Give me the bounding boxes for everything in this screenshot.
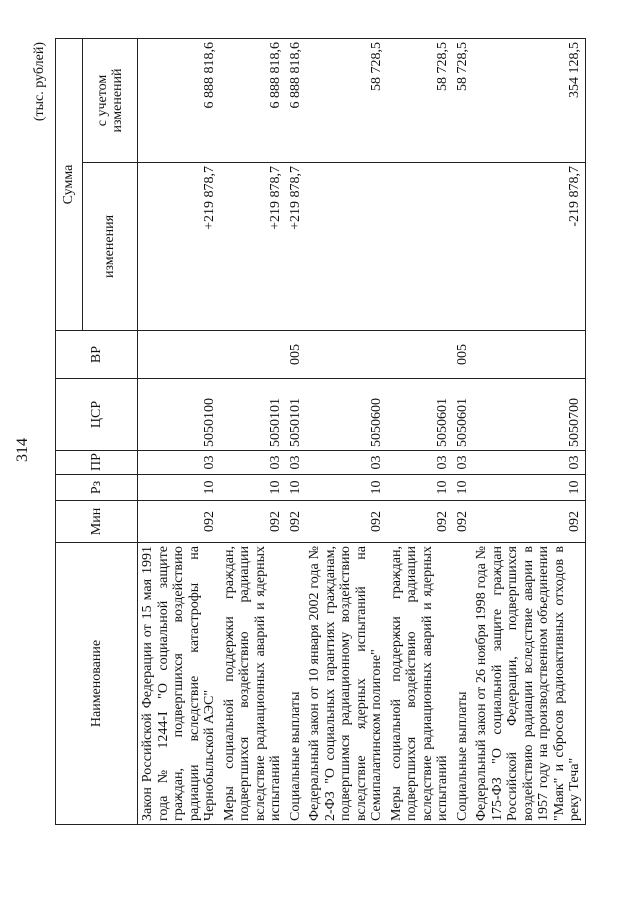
row-total: 58 728,5 [387,39,453,163]
row-name: Социальные выплаты [453,543,473,825]
row-pr: 03 [453,451,473,475]
row-name: Меры социальной поддержки граждан, подвергшихся воздействию радиации вследствие радиационных аварий и ядерных испытаний [387,543,453,825]
row-pr: 03 [387,451,453,475]
header-pr: ПР [56,451,138,475]
row-change [305,163,387,331]
row-rz: 10 [220,475,286,501]
budget-table [55,38,586,825]
table-row [453,39,473,825]
row-pr: 03 [138,451,220,475]
row-rz: 10 [138,475,220,501]
row-vr [472,331,585,379]
row-name: Федеральный закон от 10 января 2002 года № 2-ФЗ "О социальных гарантиях гражданам, подвергшимся радиационному воздействию вследствие ядерных испытаний на Семипалатинском полигоне" [305,543,387,825]
row-vr: 005 [286,331,306,379]
row-min: 092 [305,501,387,543]
row-rz: 10 [453,475,473,501]
header-vr: ВР [56,331,138,379]
row-pr: 03 [286,451,306,475]
header-rz: Рз [56,475,138,501]
row-vr: 005 [453,331,473,379]
row-vr [305,331,387,379]
table-row [138,39,220,825]
row-total: 6 888 818,6 [286,39,306,163]
table-row [472,39,585,825]
row-rz: 10 [286,475,306,501]
row-vr [138,331,220,379]
header-with-changes: с учетом изменений [83,39,138,163]
row-min: 092 [472,501,585,543]
header-min: Мин [56,501,138,543]
row-change: +219 878,7 [220,163,286,331]
header-name: Наименование [56,543,138,825]
row-total: 58 728,5 [305,39,387,163]
row-pr: 03 [220,451,286,475]
row-total: 6 888 818,6 [220,39,286,163]
table-row [286,39,306,825]
row-csr: 5050100 [138,379,220,451]
page-number: 314 [14,438,31,462]
row-rz: 10 [472,475,585,501]
row-csr: 5050601 [387,379,453,451]
row-name: Меры социальной поддержки граждан, подвергшихся воздействию радиации вследствие радиационных аварий и ядерных испытаний [220,543,286,825]
table-row [305,39,387,825]
row-change [453,163,473,331]
row-csr: 5050101 [286,379,306,451]
row-change: -219 878,7 [472,163,585,331]
row-csr: 5050600 [305,379,387,451]
row-min: 092 [220,501,286,543]
row-rz: 10 [387,475,453,501]
row-min: 092 [387,501,453,543]
row-name: Закон Российской Федерации от 15 мая 1991 года № 1244-I "О социальной защите граждан, подвергшихся воздействию радиации вследствие катастрофы на Чернобыльской АЭС" [138,543,220,825]
header-changes: изменения [83,163,138,331]
row-name: Социальные выплаты [286,543,306,825]
row-pr: 03 [305,451,387,475]
row-rz: 10 [305,475,387,501]
header-csr: ЦСР [56,379,138,451]
row-change [387,163,453,331]
row-total: 58 728,5 [453,39,473,163]
row-total: 6 888 818,6 [138,39,220,163]
units-note: (тыс. рублей) [32,42,47,122]
row-csr: 5050601 [453,379,473,451]
row-vr [220,331,286,379]
table-row [387,39,453,825]
row-min: 092 [286,501,306,543]
header-sum: Сумма [56,39,83,331]
row-csr: 5050101 [220,379,286,451]
row-vr [387,331,453,379]
row-min: 092 [453,501,473,543]
table-row [220,39,286,825]
row-change: +219 878,7 [138,163,220,331]
row-change: +219 878,7 [286,163,306,331]
row-total: 354 128,5 [472,39,585,163]
row-min: 092 [138,501,220,543]
row-csr: 5050700 [472,379,585,451]
row-name: Федеральный закон от 26 ноября 1998 года № 175-ФЗ "О социальной защите граждан Российской Федерации, подвергшихся воздействию радиации вследствие аварии в 1957 году на производственном объединении "Маяк" и сбросов радиоактивных отходов в реку Теча" [472,543,585,825]
row-pr: 03 [472,451,585,475]
